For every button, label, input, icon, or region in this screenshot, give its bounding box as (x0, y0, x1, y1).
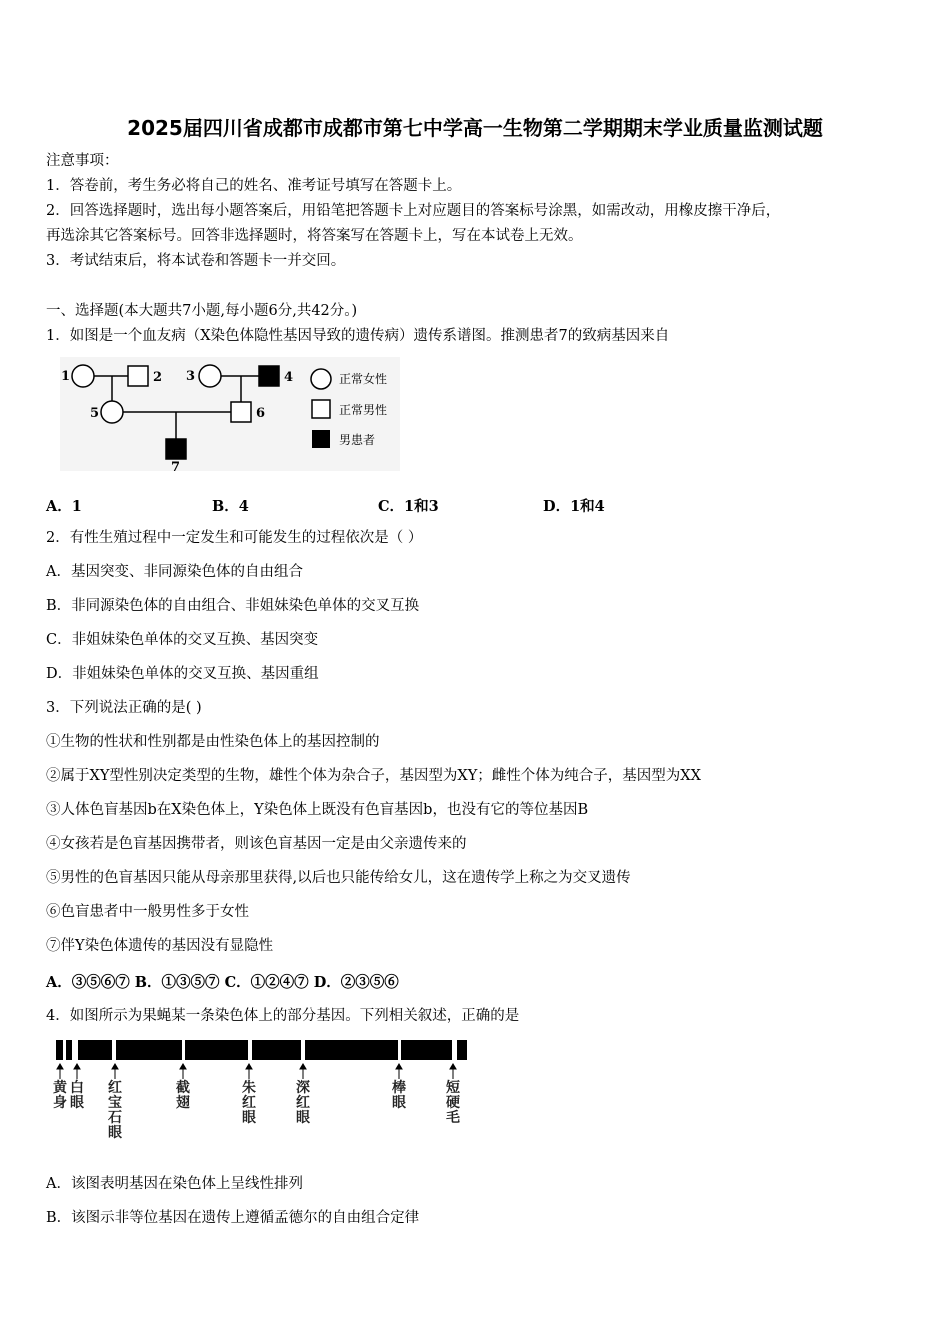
individual-2-normal-male (128, 366, 148, 386)
gene-label: 棒眼 (392, 1080, 406, 1111)
individual-1-normal-female (72, 365, 94, 387)
label-4: 4 (284, 370, 294, 385)
individual-4-male-patient (259, 366, 279, 386)
question-3-statement: ⑦伴Y染色体遗传的基因没有显隐性 (46, 938, 274, 954)
legend-female-symbol (311, 369, 331, 389)
page-title: 2025届四川省成都市成都市第七中学高一生物第二学期期末学业质量监测试题 (127, 116, 823, 140)
chromosome-segment (401, 1040, 452, 1060)
question-3-stem: 3．下列说法正确的是( ) (46, 700, 202, 716)
gene-pointer-head (74, 1064, 80, 1069)
gene-label: 朱红眼 (242, 1080, 256, 1126)
notice-item: 2．回答选择题时，选出每小题答案后，用铅笔把答题卡上对应题目的答案标号涂黑，如需改动，用橡皮擦干净后， (46, 203, 781, 219)
gene-label: 深红眼 (296, 1080, 310, 1126)
gene-pointer-head (112, 1064, 118, 1069)
individual-5-normal-female (101, 401, 123, 423)
notice-item: 再选涂其它答案标号。回答非选择题时，将答案写在答题卡上，写在本试卷上无效。 (46, 228, 583, 244)
gene-pointer-head (246, 1064, 252, 1069)
gene-pointer-head (180, 1064, 186, 1069)
chromosome-segment (457, 1040, 467, 1060)
question-1-stem: 1．如图是一个血友病（X染色体隐性基因导致的遗传病）遗传系谱图。推测患者7的致病基因来自 (46, 328, 670, 344)
gene-pointer-head (57, 1064, 63, 1069)
gene-label: 红宝石眼 (108, 1080, 122, 1141)
individual-6-normal-male (231, 402, 251, 422)
pedigree-chart (55, 355, 405, 475)
question-3-statement: ④女孩若是色盲基因携带者，则该色盲基因一定是由父亲遗传来的 (46, 836, 467, 852)
individual-3-normal-female (199, 365, 221, 387)
question-1-option-a[interactable]: A．1 (46, 498, 82, 515)
gene-pointer-head (396, 1064, 402, 1069)
chromosome-segment (252, 1040, 301, 1060)
chromosome-segment (66, 1040, 72, 1060)
question-4-option-b[interactable]: B．该图示非等位基因在遗传上遵循孟德尔的自由组合定律 (46, 1210, 420, 1226)
legend-male-label: 正常男性 (339, 403, 388, 417)
legend-male-symbol (312, 400, 330, 418)
gene-label: 短硬毛 (446, 1080, 460, 1126)
question-2-stem: 2．有性生殖过程中一定发生和可能发生的过程依次是（ ） (46, 530, 423, 546)
question-2-option-d[interactable]: D．非姐妹染色单体的交叉互换、基因重组 (46, 666, 319, 682)
legend-patient-symbol (312, 430, 330, 448)
gene-label: 白眼 (70, 1080, 84, 1111)
question-3-statement: ①生物的性状和性别都是由性染色体上的基因控制的 (46, 734, 380, 750)
gene-pointer-head (300, 1064, 306, 1069)
individual-7-male-patient (166, 439, 186, 459)
label-2: 2 (153, 370, 163, 385)
chromosome-segment (56, 1040, 63, 1060)
question-2-option-c[interactable]: C．非姐妹染色单体的交叉互换、基因突变 (46, 632, 319, 648)
label-7: 7 (171, 460, 181, 475)
chromosome-segment (185, 1040, 248, 1060)
gene-label: 截翅 (176, 1080, 190, 1111)
question-4-option-a[interactable]: A．该图表明基因在染色体上呈线性排列 (46, 1176, 303, 1192)
question-3-statement: ③人体色盲基因b在X染色体上，Y染色体上既没有色盲基因b，也没有它的等位基因B (46, 802, 589, 818)
notice-item: 1．答卷前，考生务必将自己的姓名、准考证号填写在答题卡上。 (46, 178, 462, 194)
question-1-option-b[interactable]: B．4 (212, 498, 249, 515)
question-3-options[interactable]: A．③⑤⑥⑦ B．①③⑤⑦ C．①②④⑦ D．②③⑤⑥ (46, 974, 399, 991)
question-4-stem: 4．如图所示为果蝇某一条染色体上的部分基因。下列相关叙述，正确的是 (46, 1008, 520, 1024)
question-3-statement: ②属于XY型性别决定类型的生物，雄性个体为杂合子，基因型为XY；雌性个体为纯合子，基因型为XX (46, 768, 701, 784)
chromosome-segment (78, 1040, 112, 1060)
notice-item: 3．考试结束后，将本试卷和答题卡一并交回。 (46, 253, 346, 269)
gene-pointer-head (450, 1064, 456, 1069)
question-3-statement: ⑥色盲患者中一般男性多于女性 (46, 904, 249, 920)
question-3-statement: ⑤男性的色盲基因只能从母亲那里获得,以后也只能传给女儿，这在遗传学上称之为交叉遗传 (46, 870, 631, 886)
question-2-option-a[interactable]: A．基因突变、非同源染色体的自由组合 (46, 564, 303, 580)
label-3: 3 (186, 369, 196, 384)
notice-heading: 注意事项： (46, 153, 119, 169)
legend-female-label: 正常女性 (339, 372, 388, 386)
gene-label: 黄身 (53, 1080, 67, 1111)
label-1: 1 (61, 369, 71, 384)
chromosome-segment (305, 1040, 398, 1060)
label-6: 6 (256, 406, 266, 421)
question-1-option-c[interactable]: C．1和3 (378, 498, 439, 515)
chromosome-segment (116, 1040, 182, 1060)
label-5: 5 (90, 406, 100, 421)
legend-patient-label: 男患者 (339, 433, 376, 447)
section-heading: 一、选择题(本大题共7小题,每小题6分,共42分。) (46, 303, 358, 319)
chromosome-diagram (50, 1038, 480, 1080)
question-2-option-b[interactable]: B．非同源染色体的自由组合、非姐妹染色单体的交叉互换 (46, 598, 420, 614)
question-1-option-d[interactable]: D．1和4 (543, 498, 605, 515)
